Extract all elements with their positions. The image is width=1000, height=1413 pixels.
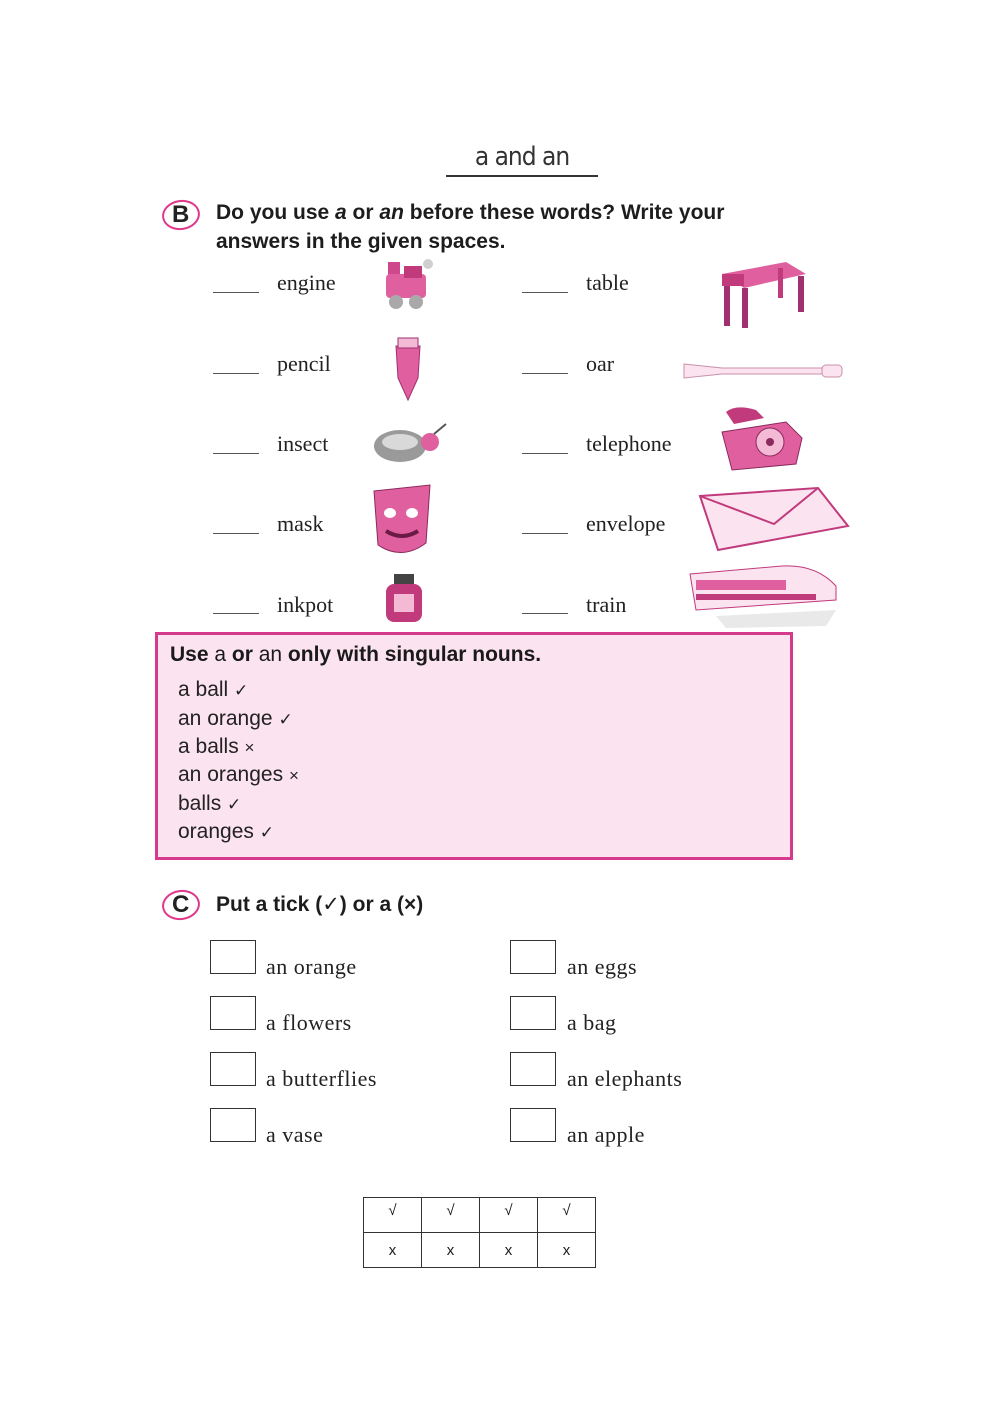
inkpot-icon [382,572,426,626]
answer-blank-engine[interactable] [213,292,259,293]
section-b-badge: B [160,198,202,233]
pencil-sharpener-icon [390,334,426,404]
item-a-bag: a bag [567,1010,617,1035]
answer-blank-envelope[interactable] [522,533,568,534]
item-a-butterflies: a butterflies [266,1066,377,1091]
word-oar: oar [586,351,615,376]
item-a-flowers: a flowers [266,1010,352,1035]
tick-box-a-bag[interactable] [510,996,556,1030]
answer-cell[interactable]: √ [480,1198,538,1233]
answer-blank-pencil[interactable] [213,373,259,374]
answer-cell[interactable]: x [422,1233,480,1268]
answer-cell[interactable]: √ [422,1198,480,1233]
tick-box-a-flowers[interactable] [210,996,256,1030]
answer-cell[interactable]: x [538,1233,596,1268]
answer-blank-table[interactable] [522,292,568,293]
answer-blank-train[interactable] [522,613,568,614]
section-c-badge: C [160,888,202,923]
mask-icon [368,483,436,561]
rule-example: oranges ✓ [178,820,274,843]
rule-example: an orange ✓ [178,707,293,730]
answer-cell[interactable]: √ [364,1198,422,1233]
rule-example: balls ✓ [178,792,242,815]
engine-icon [382,252,438,316]
tick-box-an-orange[interactable] [210,940,256,974]
word-insect: insect [277,431,329,456]
rule-note-box [155,632,793,860]
answer-blank-inkpot[interactable] [213,613,259,614]
word-pencil: pencil [277,351,331,376]
rule-example: an oranges × [178,763,299,786]
tick-box-an-elephants[interactable] [510,1052,556,1086]
page-title: a and an [474,142,570,172]
answer-blank-insect[interactable] [213,453,259,454]
answer-blank-oar[interactable] [522,373,568,374]
item-an-orange: an orange [266,954,357,979]
word-inkpot: inkpot [277,592,334,617]
tick-box-a-vase[interactable] [210,1108,256,1142]
rule-note-title: Use a or an only with singular nouns. [170,643,542,666]
item-an-eggs: an eggs [567,954,638,979]
word-engine: engine [277,270,336,295]
title-underline [446,175,598,177]
tick-box-a-butterflies[interactable] [210,1052,256,1086]
word-envelope: envelope [586,511,666,536]
item-an-elephants: an elephants [567,1066,683,1091]
item-a-vase: a vase [266,1122,324,1147]
answer-cell[interactable]: x [480,1233,538,1268]
section-b-instruction: Do you use a or an before these words? Write your answers in the given spaces. [216,201,725,253]
answer-blank-mask[interactable] [213,533,259,534]
section-c-instruction: Put a tick (✓) or a (×) [216,893,424,916]
telephone-icon [716,402,808,474]
train-icon [686,560,850,630]
word-train: train [586,592,627,617]
tick-box-an-eggs[interactable] [510,940,556,974]
table-icon [716,256,810,330]
item-an-apple: an apple [567,1122,645,1147]
oar-icon [682,356,850,386]
word-table: table [586,270,629,295]
tick-box-an-apple[interactable] [510,1108,556,1142]
answer-cell[interactable]: x [364,1233,422,1268]
rule-example: a ball ✓ [178,678,249,701]
insect-icon [370,420,450,468]
word-telephone: telephone [586,431,672,456]
answer-blank-telephone[interactable] [522,453,568,454]
word-mask: mask [277,511,324,536]
envelope-icon [696,486,852,554]
rule-example: a balls × [178,735,255,758]
answer-table [363,1197,596,1268]
answer-cell[interactable]: √ [538,1198,596,1233]
